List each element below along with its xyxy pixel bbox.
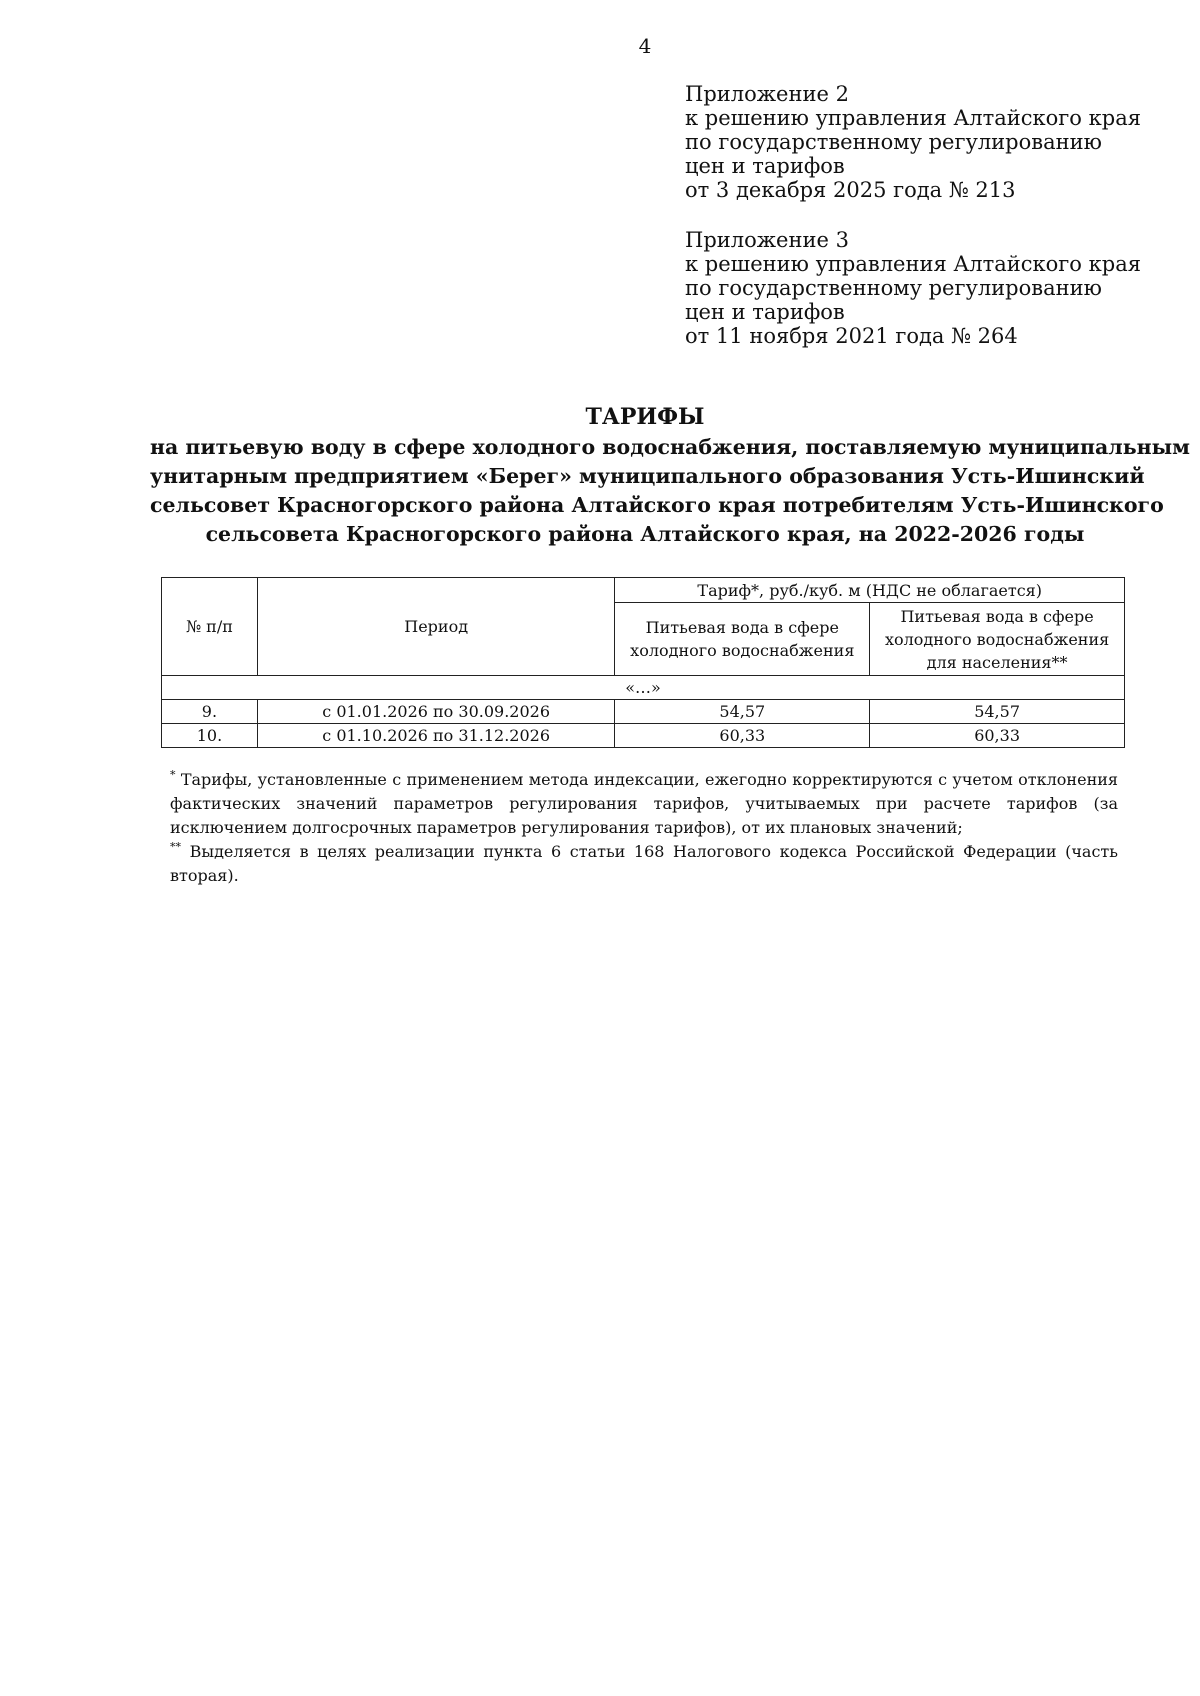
footnote-2-marker: ** <box>170 840 181 854</box>
appendix-2-line: по государственному регулированию <box>685 130 1102 154</box>
subtitle-line: сельсовет Красногорского района Алтайского края потребителям Усть-Ишинского <box>150 493 1164 517</box>
footnote-1-marker: * <box>170 768 176 782</box>
footnote-1-text: Тарифы, установленные с применением метода индексации, ежегодно корректируются с учетом отклонения фактических значений параметров регулирования тарифов, учитываемых при расчете тарифов (за исключением долгосрочных параметров регулирования тарифов), от их плановых значений; <box>170 770 1118 837</box>
row-drinking: 54,57 <box>615 700 870 724</box>
document-title: ТАРИФЫ <box>585 404 705 430</box>
tariff-table <box>161 577 1125 748</box>
row-num: 9. <box>162 700 258 724</box>
appendix-2-line: от 3 декабря 2025 года № 213 <box>685 178 1016 202</box>
header-tariff-group: Тариф*, руб./куб. м (НДС не облагается) <box>615 578 1125 603</box>
appendix-2-line: Приложение 2 <box>685 82 849 106</box>
appendix-3-line: от 11 ноября 2021 года № 264 <box>685 324 1018 348</box>
appendix-3-line: по государственному регулированию <box>685 276 1102 300</box>
row-period: с 01.10.2026 по 31.12.2026 <box>257 724 615 748</box>
appendix-3-block <box>685 228 1165 348</box>
table-row <box>162 700 1125 724</box>
row-drinking: 60,33 <box>615 724 870 748</box>
table-row <box>162 724 1125 748</box>
footnote-2 <box>170 840 1118 888</box>
header-period: Период <box>257 578 615 676</box>
header-num: № п/п <box>162 578 258 676</box>
appendix-2-block <box>685 82 1165 202</box>
row-population: 60,33 <box>870 724 1125 748</box>
appendix-2-line: к решению управления Алтайского края <box>685 106 1141 130</box>
header-drinking-water: Питьевая вода в сфере холодного водоснабжения <box>615 603 870 676</box>
subtitle-line: унитарным предприятием «Берег» муниципального образования Усть-Ишинский <box>150 464 1145 488</box>
appendix-3-line: цен и тарифов <box>685 300 845 324</box>
page-number: 4 <box>638 34 652 58</box>
appendix-3-line: к решению управления Алтайского края <box>685 252 1141 276</box>
subtitle-line: на питьевую воду в сфере холодного водоснабжения, поставляемую муниципальным <box>150 435 1190 459</box>
subtitle-line: сельсовета Красногорского района Алтайского края, на 2022-2026 годы <box>205 522 1085 546</box>
document-subtitle <box>150 433 1190 549</box>
footnote-1 <box>170 768 1118 840</box>
ellipsis-cell: «…» <box>162 676 1125 700</box>
appendix-3-line: Приложение 3 <box>685 228 849 252</box>
row-period: с 01.01.2026 по 30.09.2026 <box>257 700 615 724</box>
footnotes <box>170 768 1118 888</box>
table-ellipsis-row <box>162 676 1125 700</box>
row-population: 54,57 <box>870 700 1125 724</box>
header-population-water: Питьевая вода в сфере холодного водоснабжения для населения** <box>870 603 1125 676</box>
appendix-2-line: цен и тарифов <box>685 154 845 178</box>
row-num: 10. <box>162 724 258 748</box>
footnote-2-text: Выделяется в целях реализации пункта 6 статьи 168 Налогового кодекса Российской Федерации (часть вторая). <box>170 842 1118 885</box>
